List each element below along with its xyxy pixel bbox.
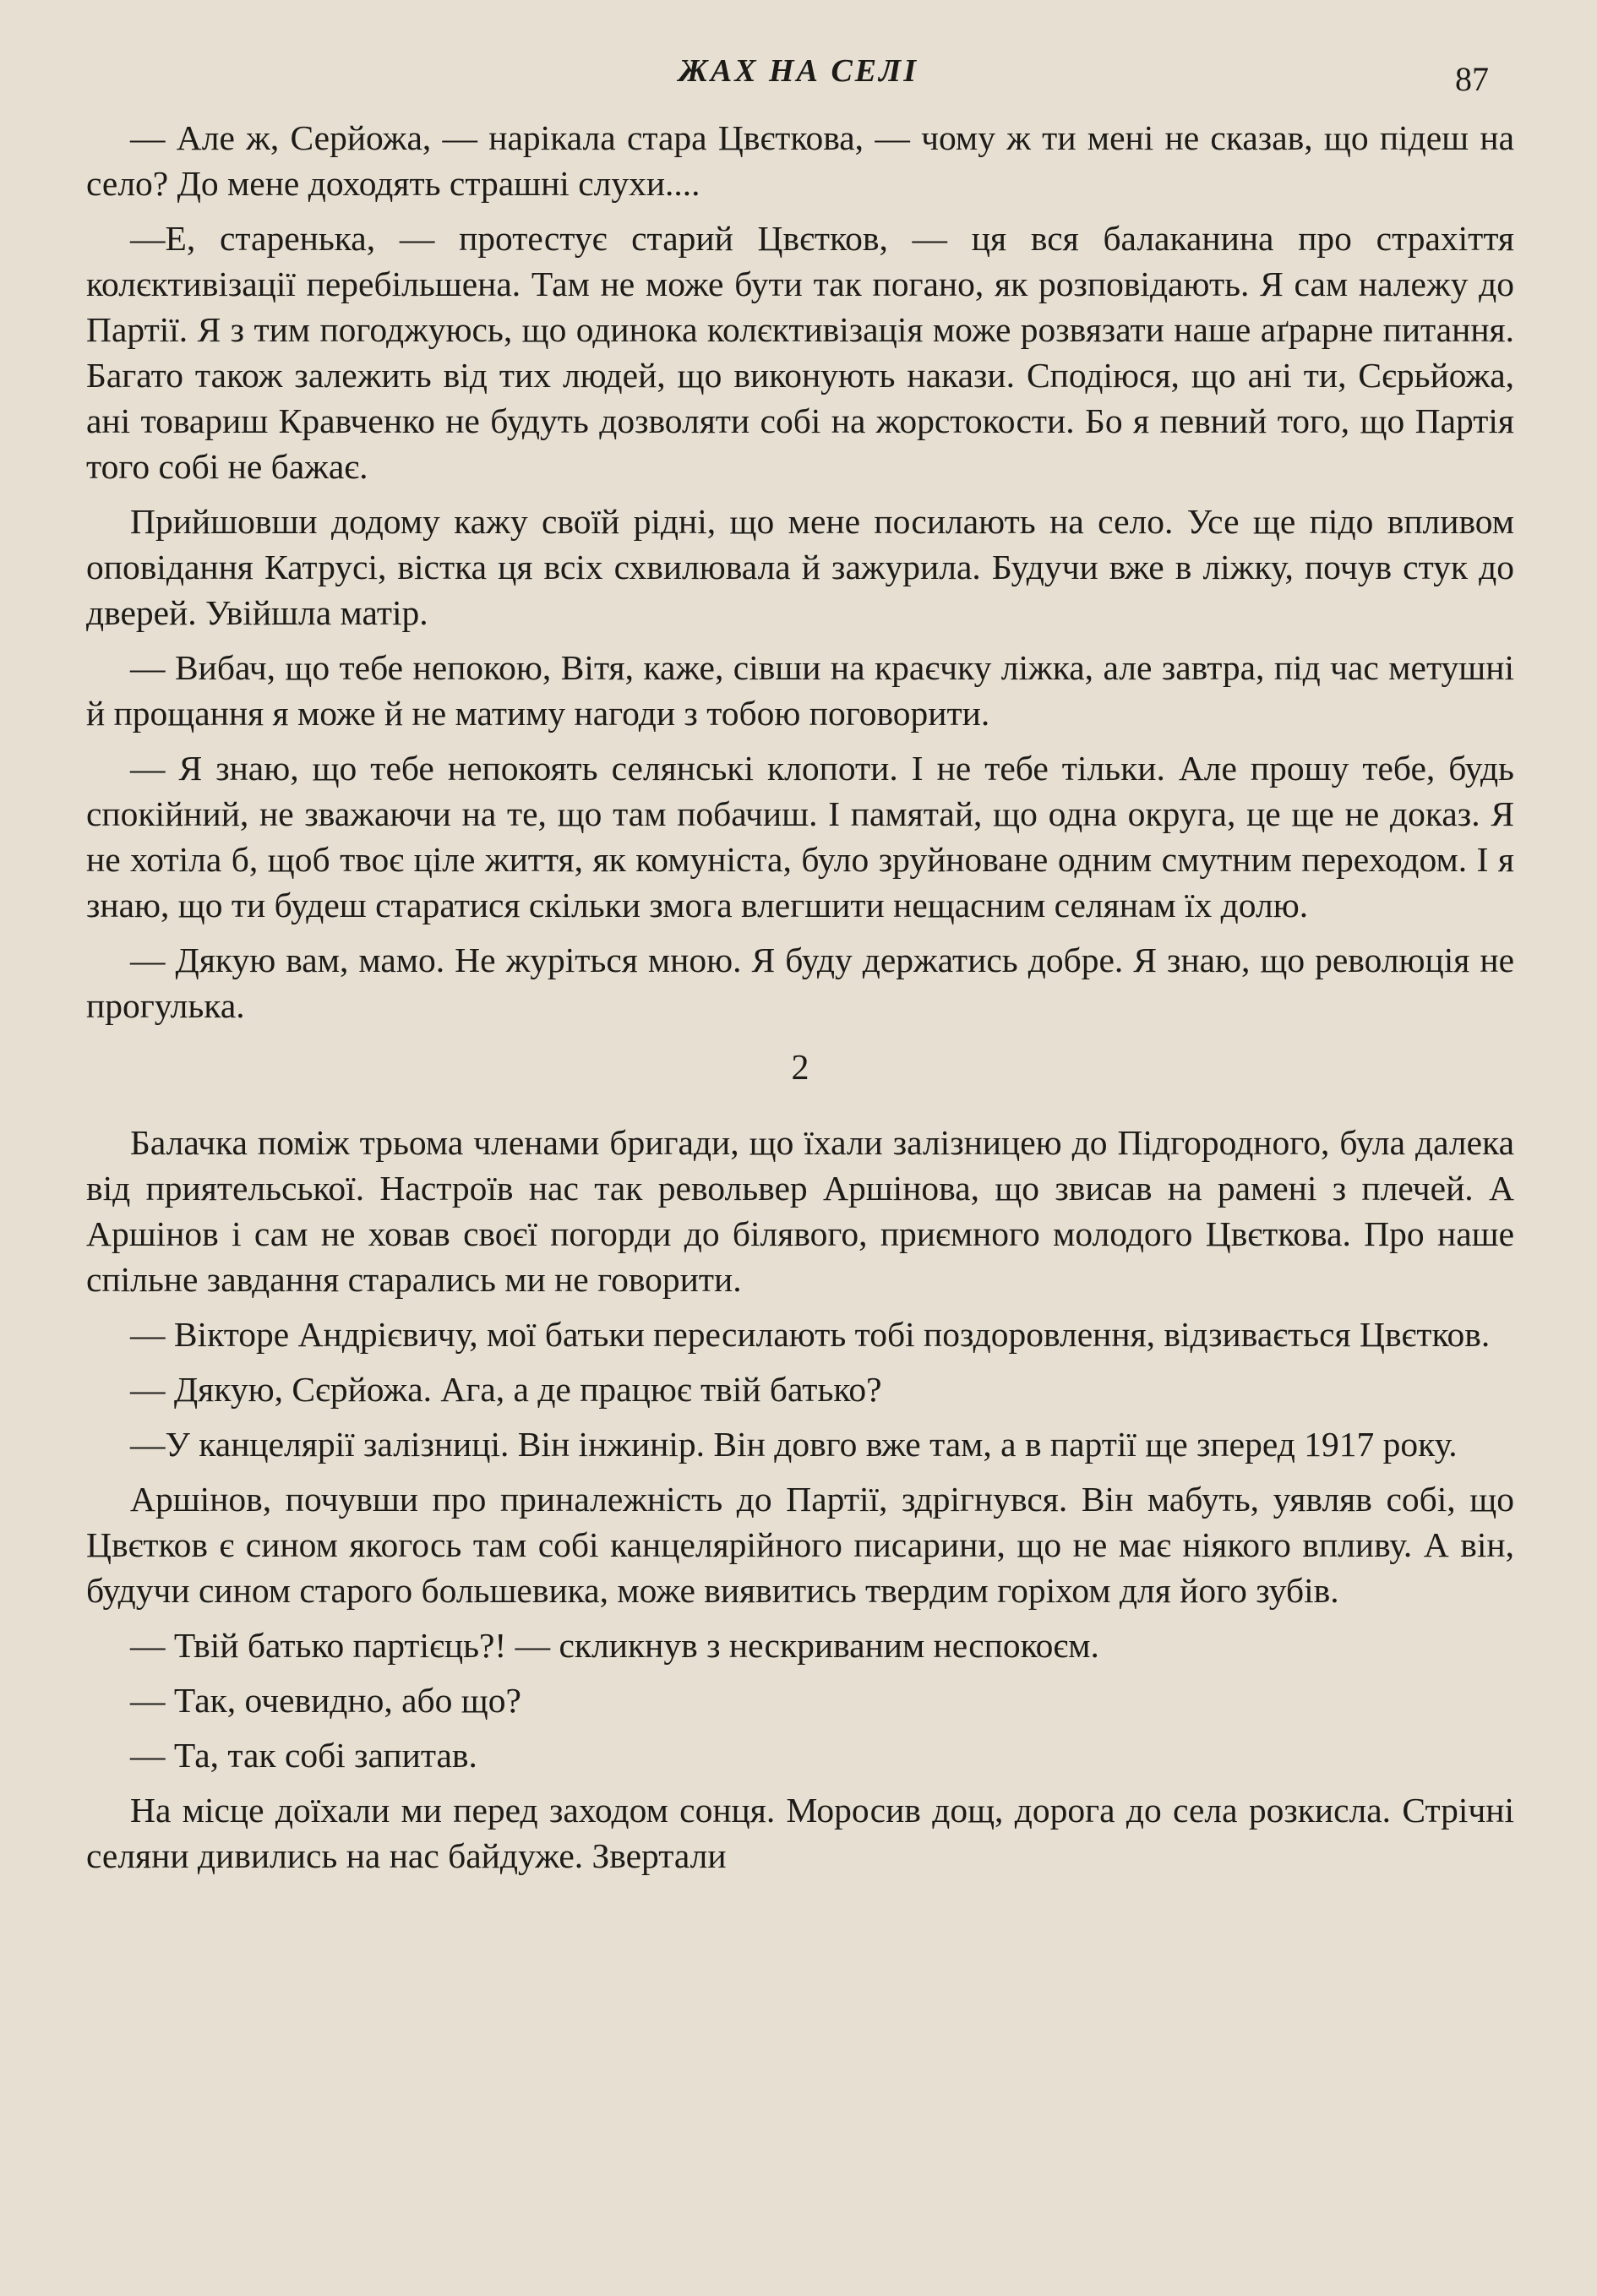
paragraph: — Вибач, що тебе непокою, Вітя, каже, сівши на краєчку ліжка, але завтра, під час метушні й прощання я може й не матиму нагоди з тобою поговорити. bbox=[86, 648, 1514, 733]
paragraph: — Так, очевидно, або що? bbox=[130, 1681, 521, 1720]
paragraph: На місце доїхали ми перед заходом сонця. Моросив дощ, дорога до села розкисла. Стрічні селяни дивились на нас байдуже. Звертали bbox=[86, 1791, 1514, 1875]
paragraph: — Твій батько партієць?! — скликнув з нескриваним неспокоєм. bbox=[130, 1626, 1099, 1665]
paragraph: —Е, старенька, — протестує старий Цвєтков, — ця вся балаканина про страхіття колєктивізації перебільшена. Там не може бути так погано, як розповідають. Я сам належу до Партії. Я з тим погоджуюсь, що одинока колєктивізація може розвязати наше аґрарне питання. Багато також залежить від тих людей, що виконують накази. Сподіюся, що ані ти, Сєрьйожа, ані товариш Кравченко не будуть дозволяти собі на жорстокости. Бо я певний того, що Партія того собі не бажає. bbox=[86, 219, 1514, 486]
paragraph: — Дякую, Сєрйожа. Ага, а де працює твій батько? bbox=[130, 1370, 882, 1409]
paragraph: — Дякую вам, мамо. Не журіться мною. Я буду держатись добре. Я знаю, що революція не прогулька. bbox=[86, 941, 1514, 1025]
body-text bbox=[86, 115, 1514, 1888]
paragraph: Балачка поміж трьома членами бригади, що їхали залізницею до Підгородного, була далека від приятельської. Настроїв нас так револьвер Аршінова, що звисав на рамені з плечей. А Аршінов і сам не ховав своєї погорди до білявого, приємного молодого Цвєткова. Про наше спільне завдання старались ми не говорити. bbox=[86, 1123, 1514, 1299]
paragraph: — Але ж, Серйожа, — нарікала стара Цвєткова, — чому ж ти мені не сказав, що підеш на село? До мене доходять страшні слухи.... bbox=[86, 118, 1514, 203]
paragraph: —У канцелярії залізниці. Він інжинір. Він довго вже там, а в партії ще зперед 1917 року. bbox=[130, 1425, 1458, 1464]
paragraph: Прийшовши додому кажу своїй рідні, що мене посилають на село. Усе ще підо впливом оповідання Катрусі, вістка ця всіх схвилювала й зажурила. Будучи вже в ліжку, почув стук до дверей. Увійшла матір. bbox=[86, 502, 1514, 632]
paragraph: — Вікторе Андрієвичу, мої батьки пересилають тобі поздоровлення, відзивається Цвєтков. bbox=[130, 1315, 1491, 1354]
paragraph: — Я знаю, що тебе непокоять селянські клопоти. І не тебе тільки. Але прошу тебе, будь спокійний, не зважаючи на те, що там побачиш. І памятай, що одна округа, це ще не доказ. Я не хотіла б, щоб твоє ціле життя, як комуніста, було зруйноване одним смутним переходом. І я знаю, що ти будеш старатися скільки змога влегшити нещасним селянам їх долю. bbox=[86, 749, 1514, 924]
section-number: 2 bbox=[791, 1049, 809, 1088]
paragraph: Аршінов, почувши про приналежність до Партії, здрігнувся. Він мабуть, уявляв собі, що Цвєтков є сином якогось там собі канцелярійного писарини, що не має ніякого впливу. А він, будучи сином старого большевика, може виявитись твердим горіхом для його зубів. bbox=[86, 1480, 1514, 1610]
running-head: ЖАХ НА СЕЛІ bbox=[678, 53, 919, 89]
page-number: 87 bbox=[1455, 60, 1489, 98]
paragraph: — Та, так собі запитав. bbox=[130, 1736, 477, 1775]
